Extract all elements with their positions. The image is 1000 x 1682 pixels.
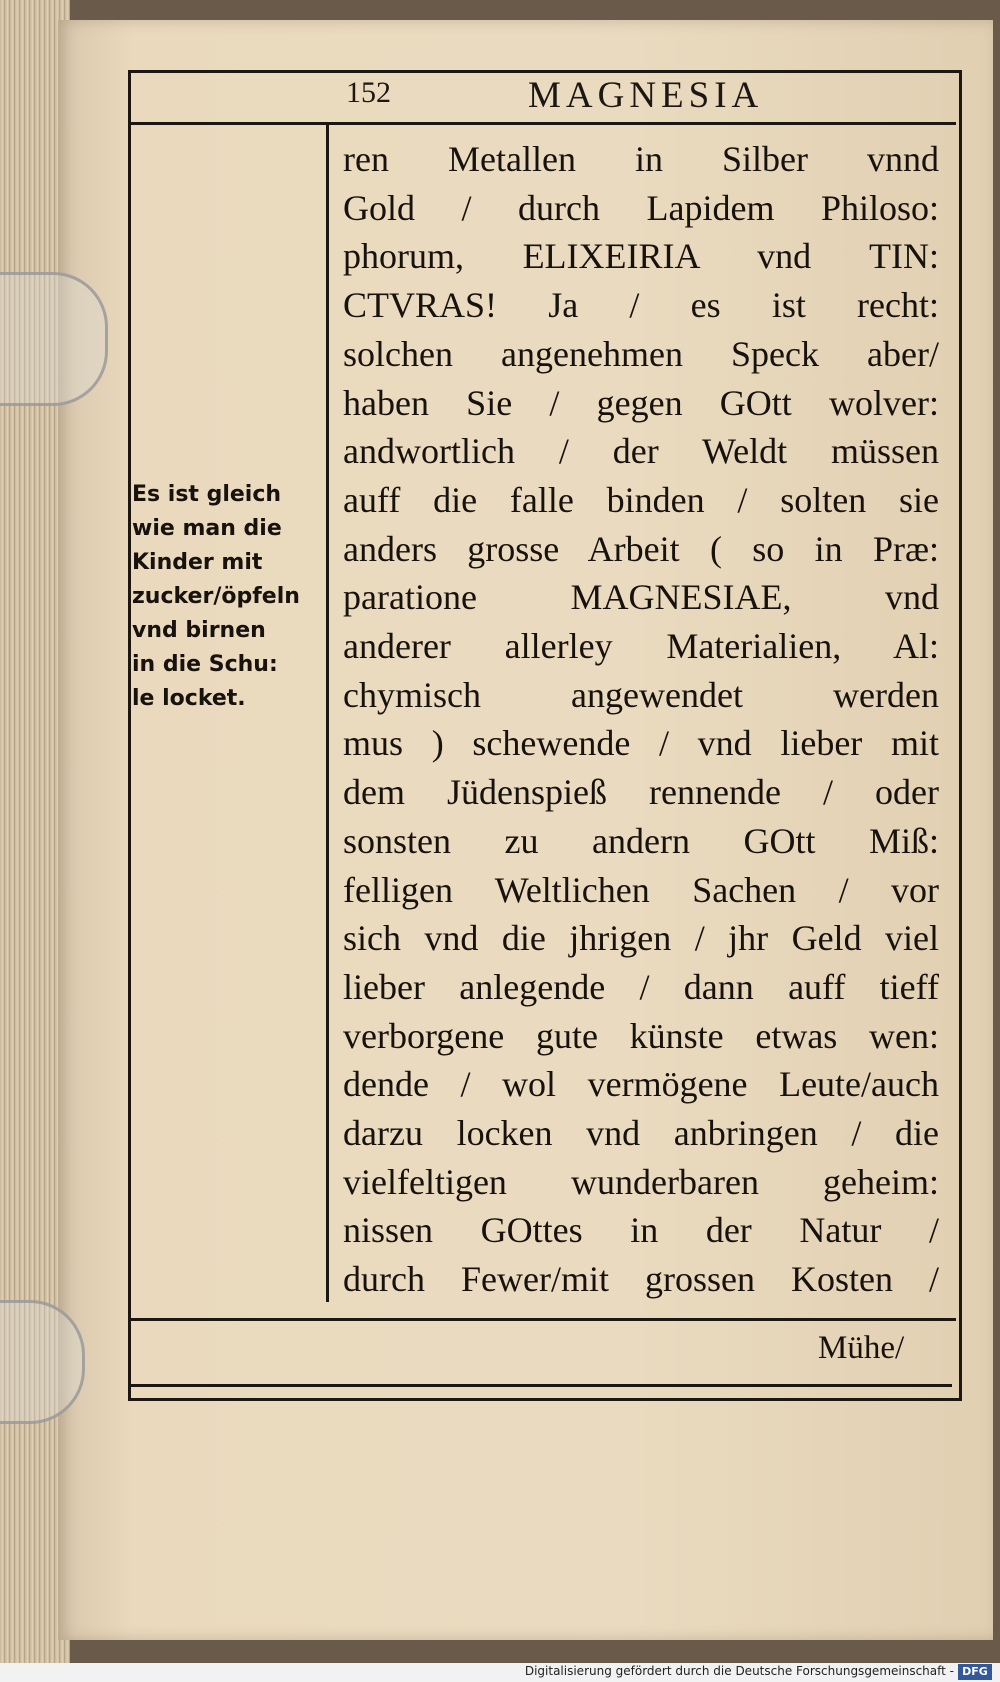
- text-line: dem Jüdenspieß rennende / oder: [343, 772, 939, 813]
- text-line: sich vnd die jhrigen / jhr Geld viel: [343, 918, 939, 959]
- page-number: 152: [346, 76, 391, 109]
- text-line: phorum, ELIXEIRIA vnd TIN:: [343, 236, 939, 277]
- text-line: Gold / durch Lapidem Philoso:: [343, 187, 939, 228]
- page-clip-top: [0, 272, 108, 406]
- text-line: nissen GOttes in der Natur /: [343, 1210, 939, 1251]
- text-line: chymisch angewendet werden: [343, 674, 939, 715]
- column-divider: [326, 124, 329, 1302]
- text-line: vielfeltigen wunderbaren geheim:: [343, 1161, 939, 1202]
- text-line: verborgene gute künste etwas wen:: [343, 1015, 939, 1056]
- margin-note-line: le locket.: [132, 686, 246, 711]
- text-line: durch Fewer/mit grossen Kosten /: [343, 1259, 939, 1300]
- dfg-logo: DFG: [958, 1664, 992, 1680]
- margin-note-line: wie man die: [132, 516, 282, 541]
- text-line: paratione MAGNESIAE, vnd: [343, 577, 939, 618]
- text-line: dende / wol vermögene Leute/auch: [343, 1064, 939, 1105]
- text-line: andwortlich / der Weldt müssen: [343, 431, 939, 472]
- footer-credit: Digitalisierung gefördert durch die Deutsche Forschungsgemeinschaft -: [524, 1664, 954, 1678]
- text-line: felligen Weltlichen Sachen / vor: [343, 869, 939, 910]
- footer-rule: [128, 1318, 956, 1321]
- catchword: Mühe/: [818, 1330, 905, 1366]
- text-line: sonsten zu andern GOtt Miß:: [343, 820, 939, 861]
- running-title: MAGNESIA: [528, 75, 764, 116]
- margin-note-line: in die Schu:: [132, 652, 278, 677]
- text-line: solchen angenehmen Speck aber/: [343, 333, 939, 374]
- text-line: darzu locken vnd anbringen / die: [343, 1113, 939, 1154]
- margin-note-line: zucker/öpfeln: [132, 584, 300, 609]
- text-line: haben Sie / gegen GOtt wolver:: [343, 382, 939, 423]
- text-line: lieber anlegende / dann auff tieff: [343, 966, 939, 1007]
- text-line: anderer allerley Materialien, Al:: [343, 626, 939, 667]
- margin-note-line: Es ist gleich: [132, 482, 282, 507]
- margin-note: [132, 478, 322, 716]
- main-text: [343, 135, 939, 1304]
- margin-note-line: vnd birnen: [132, 618, 266, 643]
- text-line: ren Metallen in Silber vnnd: [343, 139, 939, 179]
- text-line: mus ) schewende / vnd lieber mit: [343, 723, 939, 764]
- bottom-rule: [128, 1384, 952, 1387]
- margin-note-line: Kinder mit: [132, 550, 263, 575]
- text-line: anders grosse Arbeit ( so in Præ:: [343, 528, 939, 569]
- text-line: auff die falle binden / solten sie: [343, 479, 939, 520]
- text-line: CTVRAS! Ja / es ist recht:: [343, 285, 939, 326]
